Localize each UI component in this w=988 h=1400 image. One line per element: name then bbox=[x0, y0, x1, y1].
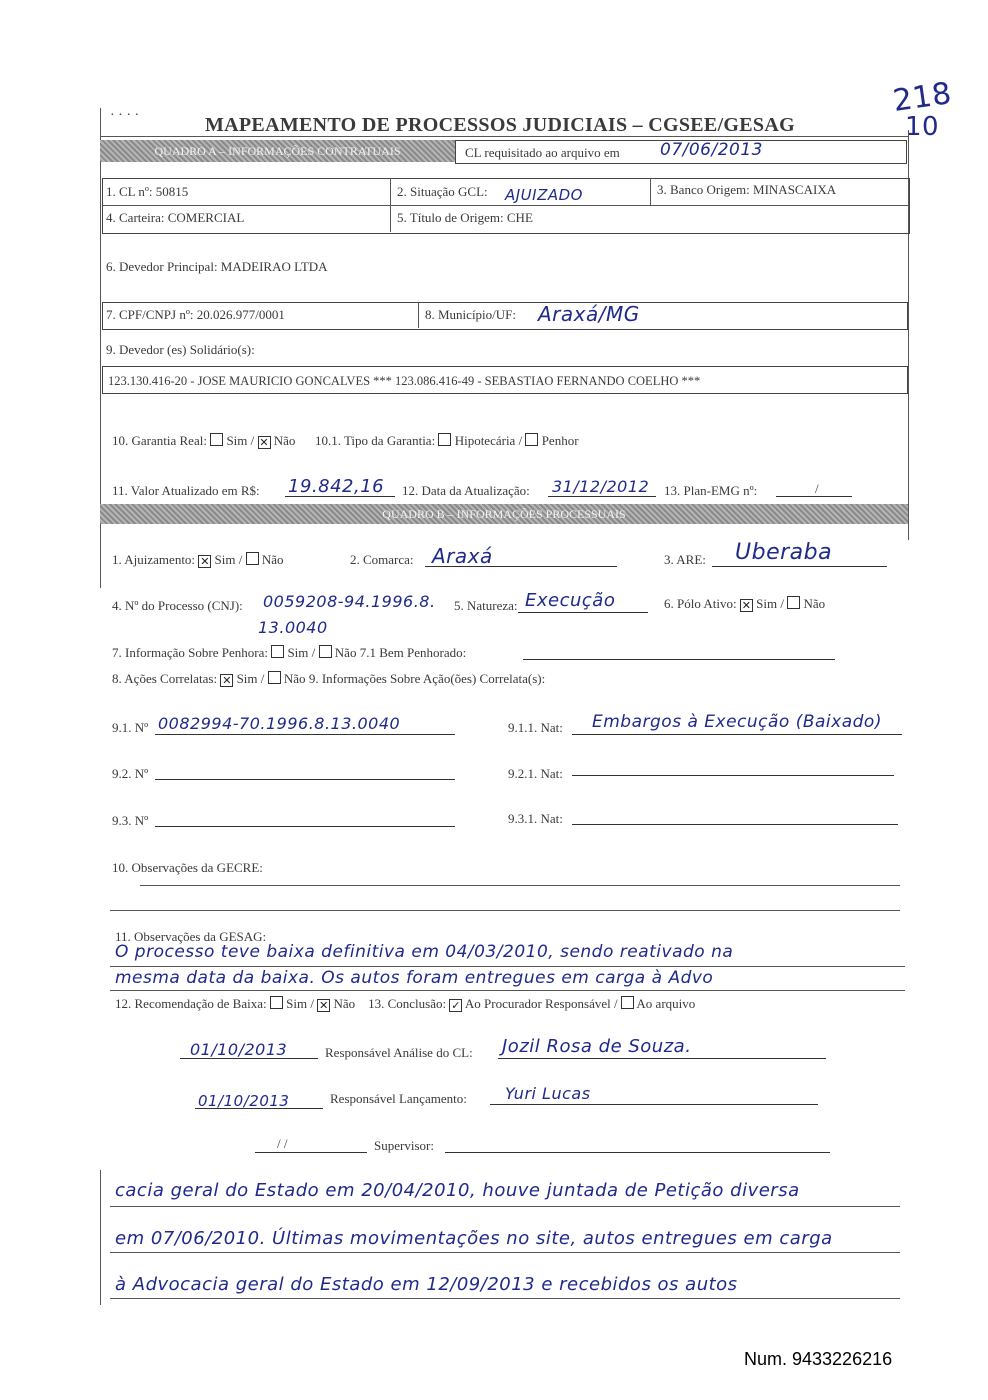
responsavel-lancamento-underline bbox=[490, 1104, 818, 1105]
tipo-garantia-label: 10.1. Tipo da Garantia: bbox=[314, 433, 436, 448]
nat921-underline bbox=[572, 775, 894, 776]
supervisor-underline bbox=[445, 1152, 830, 1153]
cpf-cnpj: 7. CPF/CNPJ nº: 20.026.977/0001 bbox=[106, 307, 285, 322]
row-cpf-vdivider bbox=[418, 302, 419, 328]
polo-sim-label: Sim / bbox=[756, 596, 784, 611]
acoes-nao-label: Não bbox=[283, 671, 306, 686]
devedor-solidario-value: 123.130.416-20 - JOSE MAURICIO GONCALVES *** 123.086.416-49 - SEBASTIAO FERNANDO COELHO *** bbox=[108, 374, 701, 388]
responsavel-lancamento-label: Responsável Lançamento: bbox=[330, 1091, 467, 1106]
garantia-sim-label: Sim / bbox=[226, 433, 255, 448]
natureza-label: 5. Natureza: bbox=[454, 598, 518, 613]
devedor-principal: 6. Devedor Principal: MADEIRAO LTDA bbox=[106, 259, 328, 274]
continuation-line-1: cacia geral do Estado em 20/04/2010, houve juntada de Petição diversa bbox=[115, 1180, 800, 1201]
data-analise: 01/10/2013 bbox=[190, 1040, 288, 1059]
devedor-solidario-label: 9. Devedor (es) Solidário(s): bbox=[106, 342, 255, 357]
row-cl-vdivider-2 bbox=[650, 178, 651, 205]
penhora-sim-checkbox[interactable] bbox=[271, 645, 284, 658]
data-atualizacao-label: 12. Data da Atualização: bbox=[402, 483, 530, 498]
responsavel-analise-label: Responsável Análise do CL: bbox=[325, 1045, 473, 1060]
obs-gesag-line-1: O processo teve baixa definitiva em 04/03/2010, sendo reativado na bbox=[115, 942, 734, 962]
document-number: Num. 9433226216 bbox=[744, 1349, 893, 1369]
ao-arquivo-label: Ao arquivo bbox=[636, 996, 696, 1011]
ajuizamento-label: 1. Ajuizamento: bbox=[112, 552, 196, 567]
n92-label: 9.2. Nº bbox=[112, 766, 149, 781]
continuation-frame-left bbox=[100, 1170, 101, 1305]
n91-value: 0082994-70.1996.8.13.0040 bbox=[158, 714, 401, 733]
acoes-row bbox=[112, 671, 545, 687]
recomendacao-sim-label: Sim / bbox=[286, 996, 314, 1011]
are-label: 3. ARE: bbox=[664, 552, 706, 567]
penhora-nao-label: Não bbox=[334, 645, 357, 660]
bem-penhorado-label: 7.1 Bem Penhorado: bbox=[359, 645, 467, 660]
obs-gecre-line-2 bbox=[110, 910, 900, 911]
continuation-line-2: em 07/06/2010. Últimas movimentações no site, autos entregues em carga bbox=[115, 1228, 833, 1249]
page-number-mark-2: 10 bbox=[905, 112, 940, 142]
quadro-b-header: QUADRO B – INFORMAÇÕES PROCESSUAIS bbox=[100, 504, 908, 524]
data-analise-underline bbox=[180, 1058, 318, 1059]
row-cl-divider bbox=[102, 205, 908, 206]
data-supervisor: / / bbox=[277, 1136, 288, 1151]
continuation-line-3: à Advocacia geral do Estado em 12/09/2013 e recebidos os autos bbox=[115, 1274, 738, 1295]
carteira: 4. Carteira: COMERCIAL bbox=[106, 210, 245, 225]
banco-origem: 3. Banco Origem: MINASCAIXA bbox=[657, 182, 837, 197]
municipio-value: Araxá/MG bbox=[538, 302, 640, 326]
data-lancamento-underline bbox=[195, 1108, 323, 1109]
penhor-checkbox[interactable] bbox=[525, 433, 538, 446]
polo-sim-checkbox[interactable]: ✕ bbox=[741, 599, 751, 612]
responsavel-analise-value: Jozil Rosa de Souza. bbox=[502, 1036, 692, 1057]
nat911-value: Embargos à Execução (Baixado) bbox=[592, 712, 882, 732]
recomendacao-nao-label: Não bbox=[333, 996, 356, 1011]
continuation-rule-2 bbox=[110, 1252, 900, 1253]
responsavel-analise-underline bbox=[498, 1058, 826, 1059]
penhora-label: 7. Informação Sobre Penhora: bbox=[112, 645, 268, 660]
obs-gesag-line-2: mesma data da baixa. Os autos foram entregues em carga à Advo bbox=[115, 968, 714, 988]
obs-gecre-line-1 bbox=[140, 885, 900, 886]
garantia-row bbox=[112, 433, 579, 449]
cl-requisitado-value: 07/06/2013 bbox=[660, 140, 763, 160]
nat931-label: 9.3.1. Nat: bbox=[508, 811, 563, 826]
are-value: Uberaba bbox=[735, 540, 833, 565]
nat911-label: 9.1.1. Nat: bbox=[508, 720, 563, 735]
acoes-sim-label: Sim / bbox=[236, 671, 265, 686]
polo-nao-label: Não bbox=[803, 596, 826, 611]
penhora-nao-checkbox[interactable] bbox=[319, 645, 332, 658]
supervisor-label: Supervisor: bbox=[374, 1138, 434, 1153]
natureza-underline bbox=[518, 612, 648, 613]
processo-value-2: 13.0040 bbox=[258, 618, 328, 637]
ao-procurador-label: Ao Procurador Responsável / bbox=[464, 996, 618, 1011]
plan-emg-label: 13. Plan-EMG nº: bbox=[664, 483, 758, 498]
polo-nao-checkbox[interactable] bbox=[787, 596, 800, 609]
n91-label: 9.1. Nº bbox=[112, 720, 149, 735]
comarca-label: 2. Comarca: bbox=[350, 552, 414, 567]
garantia-nao-checkbox[interactable]: ✕ bbox=[259, 436, 269, 449]
polo-row bbox=[664, 596, 825, 612]
obs-gecre-label: 10. Observações da GECRE: bbox=[112, 860, 263, 875]
hipotecaria-label: Hipotecária / bbox=[454, 433, 523, 448]
data-supervisor-underline bbox=[255, 1152, 367, 1153]
data-atualizacao-value: 31/12/2012 bbox=[552, 477, 650, 496]
title-rule bbox=[100, 136, 908, 137]
garantia-sim-checkbox[interactable] bbox=[210, 433, 223, 446]
bem-penhorado-underline bbox=[523, 659, 835, 660]
obs-gesag-rule-2 bbox=[110, 990, 905, 991]
garantia-label: 10. Garantia Real: bbox=[112, 433, 207, 448]
ajuizamento-sim-label: Sim / bbox=[214, 552, 243, 567]
polo-label: 6. Pólo Ativo: bbox=[664, 596, 737, 611]
n92-underline bbox=[155, 779, 455, 780]
plan-emg-underline bbox=[776, 496, 852, 497]
cl-requisitado-label: CL requisitado ao arquivo em bbox=[465, 145, 620, 160]
page-number-mark: 218 bbox=[890, 76, 954, 119]
n91-underline bbox=[155, 734, 455, 735]
conclusao-label: 13. Conclusão: bbox=[368, 996, 447, 1011]
penhor-label: Penhor bbox=[541, 433, 579, 448]
obs-gesag-rule-1 bbox=[110, 966, 905, 967]
nat931-underline bbox=[572, 824, 898, 825]
cl-number: 1. CL nº: 50815 bbox=[106, 184, 189, 199]
data-atualizacao-underline bbox=[548, 496, 656, 497]
continuation-rule-1 bbox=[110, 1206, 900, 1207]
acoes-sim-checkbox[interactable]: ✕ bbox=[222, 674, 232, 687]
titulo-origem: 5. Título de Origem: CHE bbox=[397, 210, 533, 225]
row-cl-vdivider-1 bbox=[390, 178, 391, 232]
n93-underline bbox=[155, 826, 455, 827]
valor-underline bbox=[285, 496, 395, 497]
hipotecaria-checkbox[interactable] bbox=[438, 433, 451, 446]
nat921-label: 9.2.1. Nat: bbox=[508, 766, 563, 781]
quadro-a-header: QUADRO A – INFORMAÇÕES CONTRATUAIS bbox=[100, 140, 455, 162]
valor-value: 19.842,16 bbox=[288, 476, 385, 497]
ajuizamento-nao-checkbox[interactable] bbox=[246, 552, 259, 565]
ajuizamento-nao-label: Não bbox=[261, 552, 284, 567]
acoes-label: 8. Ações Correlatas: bbox=[112, 671, 218, 686]
natureza-value: Execução bbox=[525, 590, 616, 611]
situacao-label: 2. Situação GCL: bbox=[397, 184, 488, 199]
comarca-underline bbox=[425, 566, 617, 567]
info-acoes-label: 9. Informações Sobre Ação(ões) Correlata(s): bbox=[308, 671, 546, 686]
processo-value: 0059208-94.1996.8. bbox=[263, 592, 436, 611]
ao-arquivo-checkbox[interactable] bbox=[621, 996, 634, 1009]
valor-label: 11. Valor Atualizado em R$: bbox=[112, 483, 260, 498]
penhora-row bbox=[112, 645, 466, 661]
recomendacao-label: 12. Recomendação de Baixa: bbox=[115, 996, 267, 1011]
situacao-value: AJUIZADO bbox=[505, 186, 583, 204]
processo-label: 4. Nº do Processo (CNJ): bbox=[112, 598, 243, 613]
acoes-nao-checkbox[interactable] bbox=[268, 671, 281, 684]
garantia-nao-label: Não bbox=[273, 433, 296, 448]
ajuizamento-sim-checkbox[interactable]: ✕ bbox=[200, 555, 210, 568]
obs-gesag-label: 11. Observações da GESAG: bbox=[115, 929, 267, 944]
recomendacao-row bbox=[115, 996, 695, 1012]
nat911-underline bbox=[572, 734, 902, 735]
are-underline bbox=[712, 566, 887, 567]
recomendacao-sim-checkbox[interactable] bbox=[270, 996, 283, 1009]
n93-label: 9.3. Nº bbox=[112, 813, 149, 828]
continuation-rule-3 bbox=[110, 1298, 900, 1299]
plan-emg-value: / bbox=[815, 481, 819, 496]
municipio-label: 8. Município/UF: bbox=[425, 307, 517, 322]
page-title: MAPEAMENTO DE PROCESSOS JUDICIAIS – CGSEE/GESAG bbox=[205, 114, 795, 136]
ajuizamento-row bbox=[112, 552, 284, 568]
dots-decoration: · · · · bbox=[110, 108, 140, 123]
comarca-value: Araxá bbox=[432, 544, 493, 568]
ao-procurador-checkbox[interactable]: ✓ bbox=[451, 999, 461, 1012]
responsavel-lancamento-value: Yuri Lucas bbox=[505, 1084, 591, 1103]
data-lancamento: 01/10/2013 bbox=[198, 1092, 290, 1110]
recomendacao-nao-checkbox[interactable]: ✕ bbox=[319, 999, 329, 1012]
penhora-sim-label: Sim / bbox=[287, 645, 316, 660]
